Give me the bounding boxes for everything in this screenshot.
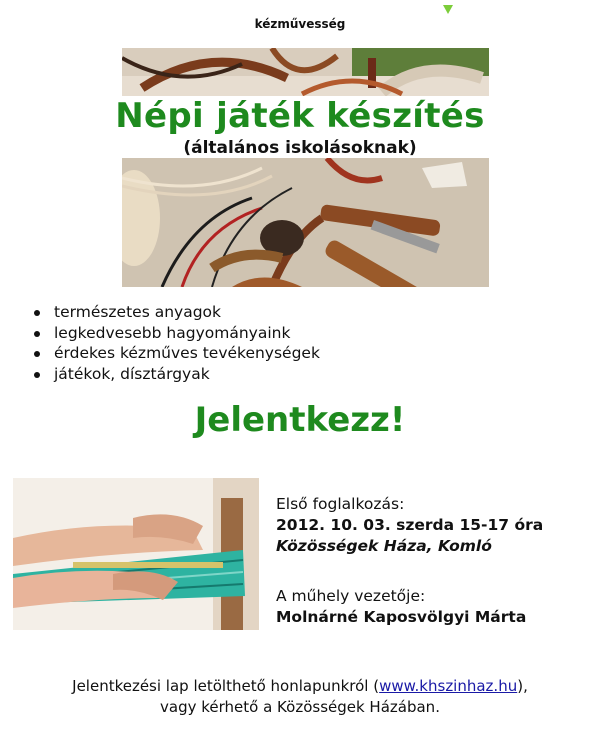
feature-item: legkedvesebb hagyományaink — [32, 323, 320, 344]
leather-photo-top — [122, 48, 489, 96]
logo-leaf-icon — [441, 0, 455, 10]
leader-label: A műhely vezetője: — [276, 587, 426, 605]
weaving-photo — [13, 478, 259, 630]
website-link[interactable]: www.khszinhaz.hu — [379, 677, 518, 695]
footer-text-after: ), — [517, 677, 528, 695]
feature-item: érdekes kézműves tevékenységek — [32, 343, 320, 364]
feature-item: természetes anyagok — [32, 302, 320, 323]
footer-line2: vagy kérhető a Közösségek Házában. — [160, 698, 440, 716]
category-label: kézművesség — [254, 17, 346, 31]
call-to-action: Jelentkezz! — [194, 400, 406, 440]
session-venue: Közösségek Háza, Komló — [276, 537, 492, 555]
feature-item: játékok, dísztárgyak — [32, 364, 320, 385]
feature-list — [32, 302, 320, 384]
footer-text-before: Jelentkezési lap letölthető honlapunkról ( — [72, 677, 380, 695]
session-label: Első foglalkozás: — [276, 495, 405, 513]
footer-note — [0, 676, 600, 718]
session-datetime: 2012. 10. 03. szerda 15-17 óra — [276, 516, 544, 534]
page-subtitle: (általános iskolásoknak) — [183, 138, 417, 158]
tools-photo — [122, 158, 489, 287]
page-title: Népi játék készítés — [115, 96, 485, 136]
leader-name: Molnárné Kaposvölgyi Márta — [276, 608, 527, 626]
